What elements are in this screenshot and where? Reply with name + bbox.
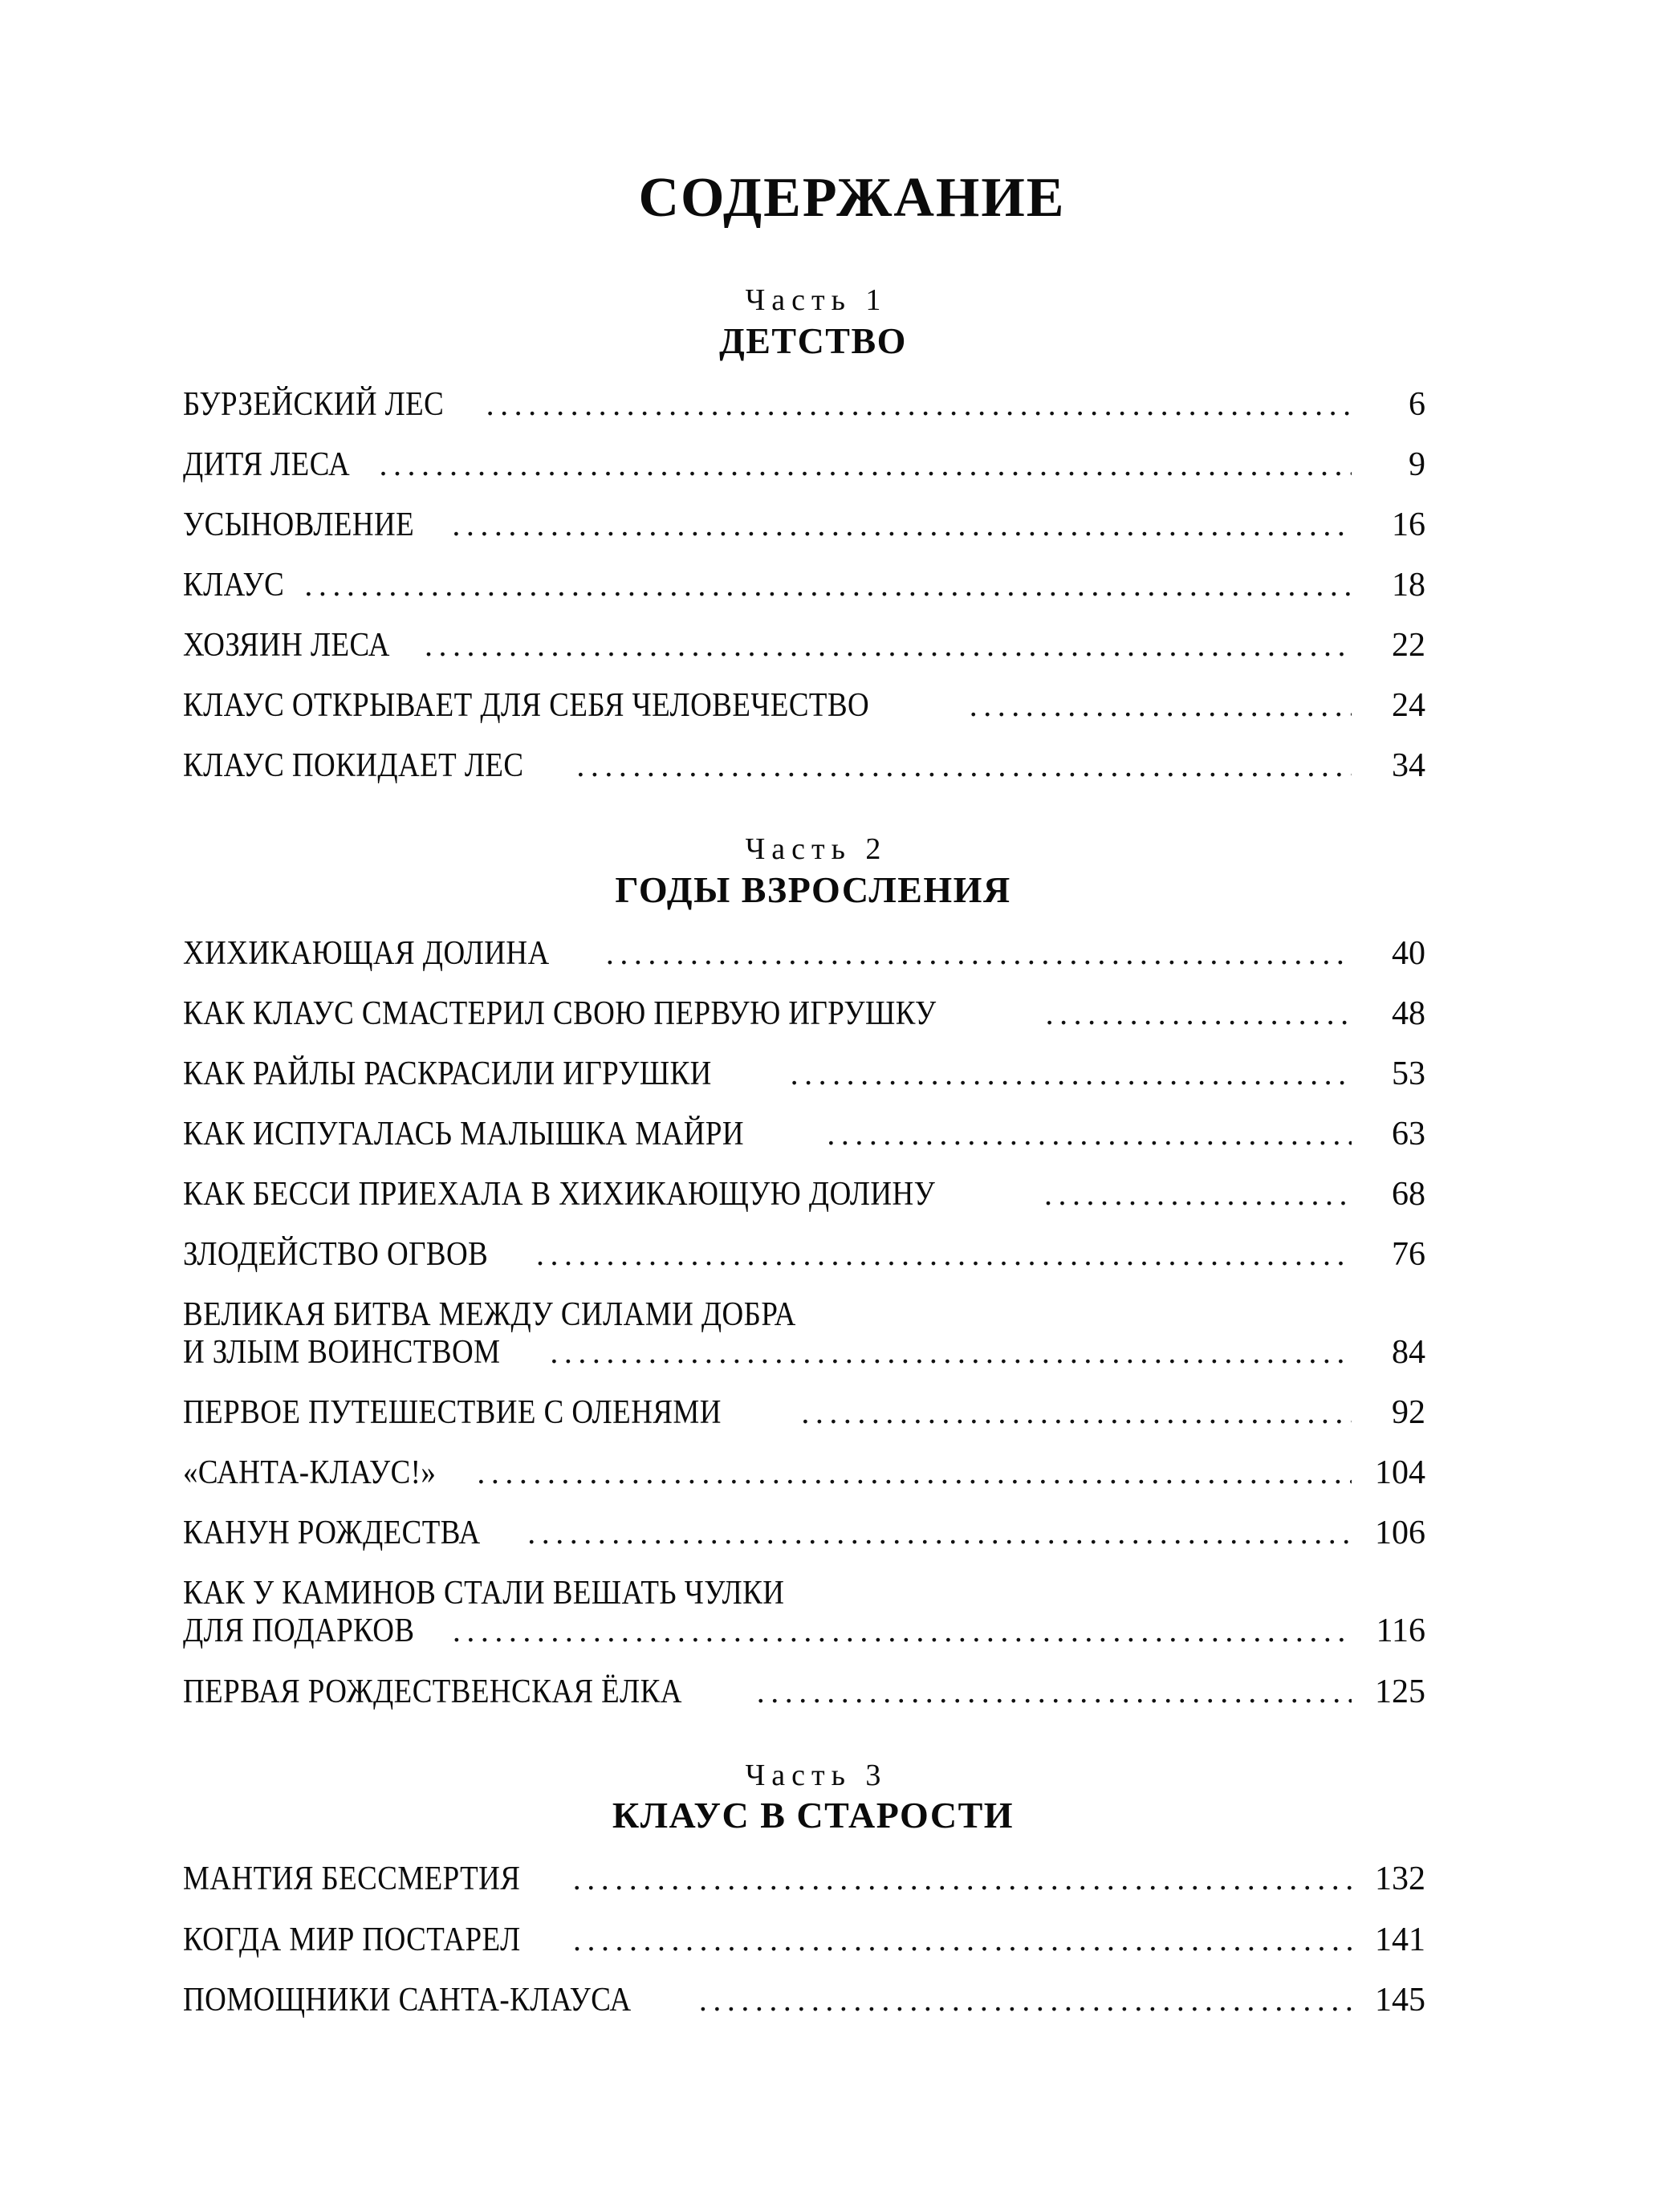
part-name-2: ГОДЫ ВЗРОСЛЕНИЯ — [615, 868, 1011, 910]
entry-page-number: 104 — [1375, 1454, 1425, 1492]
entry-page-number: 48 — [1392, 995, 1425, 1033]
entry-title-line1: КАК У КАМИНОВ СТАЛИ ВЕШАТЬ ЧУЛКИ — [183, 1575, 785, 1612]
entry-page-number: 84 — [1392, 1334, 1425, 1372]
part-heading-2 — [201, 832, 1425, 913]
entry-title: ЗЛОДЕЙСТВО ОГВОВ — [183, 1236, 489, 1274]
entry-title: КЛАУС — [183, 567, 285, 604]
entry-page-number: 9 — [1409, 445, 1425, 483]
entry-title: КЛАУС ПОКИДАЕТ ЛЕС — [183, 747, 524, 785]
dot-leader — [453, 1613, 1352, 1649]
part-number-3: Часть 3 — [745, 1758, 888, 1792]
entry-title: КАНУН РОЖДЕСТВА — [183, 1515, 481, 1552]
dot-leader — [1046, 996, 1352, 1032]
toc-entry[interactable] — [183, 1515, 1425, 1552]
dot-leader — [379, 447, 1352, 483]
entry-page-number: 125 — [1375, 1673, 1425, 1710]
entry-page-number: 76 — [1392, 1236, 1425, 1274]
toc-entry[interactable] — [183, 1982, 1425, 2019]
toc-entry[interactable] — [183, 506, 1425, 544]
dot-leader — [425, 628, 1352, 664]
entry-title: КОГДА МИР ПОСТАРЕЛ — [183, 1921, 521, 1958]
dot-leader — [1044, 1177, 1352, 1213]
dot-leader — [527, 1515, 1352, 1551]
dot-leader — [304, 567, 1352, 604]
entry-page-number: 145 — [1375, 1981, 1425, 2019]
dot-leader — [791, 1056, 1352, 1092]
entry-page-number: 68 — [1392, 1176, 1425, 1214]
page-title: СОДЕРЖАНИЕ — [638, 167, 1066, 229]
toc-entry[interactable] — [183, 1176, 1425, 1214]
part-heading-3 — [201, 1758, 1425, 1839]
entry-page-number: 116 — [1376, 1612, 1425, 1650]
toc-entry[interactable] — [183, 567, 1425, 604]
toc-entry[interactable] — [183, 1055, 1425, 1093]
dot-leader — [801, 1395, 1352, 1431]
entry-page-number: 6 — [1409, 385, 1425, 423]
entry-list-part-1 — [183, 386, 1425, 785]
entry-page-number: 92 — [1392, 1394, 1425, 1432]
toc-entry[interactable] — [183, 747, 1425, 785]
toc-content — [183, 283, 1425, 2019]
toc-entry[interactable] — [183, 1575, 1425, 1650]
dot-leader — [970, 688, 1352, 724]
dot-leader — [576, 748, 1352, 784]
entry-title: УСЫНОВЛЕНИЕ — [183, 506, 415, 543]
toc-entry[interactable] — [183, 687, 1425, 725]
entry-list-part-2 — [183, 935, 1425, 1710]
toc-entry[interactable] — [183, 1394, 1425, 1432]
part-heading-1 — [201, 283, 1425, 364]
entry-title: КАК БЕССИ ПРИЕХАЛА В ХИХИКАЮЩУЮ ДОЛИНУ — [183, 1176, 936, 1214]
section-spacer — [183, 1711, 1425, 1758]
entry-title: «САНТА-КЛАУС!» — [183, 1454, 437, 1492]
entry-page-number: 22 — [1392, 627, 1425, 665]
entry-title: ДЛЯ ПОДАРКОВ — [183, 1612, 415, 1650]
dot-leader — [486, 387, 1352, 423]
dot-leader — [550, 1335, 1352, 1371]
entry-page-number: 16 — [1392, 506, 1425, 543]
dot-leader — [452, 507, 1352, 543]
entry-title: ХИХИКАЮЩАЯ ДОЛИНА — [183, 935, 550, 973]
entry-title: КЛАУС ОТКРЫВАЕТ ДЛЯ СЕБЯ ЧЕЛОВЕЧЕСТВО — [183, 687, 870, 725]
part-number-2: Часть 2 — [745, 832, 888, 867]
entry-title: ХОЗЯИН ЛЕСА — [183, 627, 390, 665]
entry-page-number: 53 — [1392, 1055, 1425, 1093]
toc-entry[interactable] — [183, 1296, 1425, 1372]
entry-page-number: 132 — [1375, 1860, 1425, 1898]
toc-entry[interactable] — [183, 386, 1425, 424]
toc-entry[interactable] — [183, 1454, 1425, 1492]
entry-page-number: 40 — [1392, 935, 1425, 973]
section-spacer — [183, 785, 1425, 832]
toc-entry[interactable] — [183, 1860, 1425, 1898]
entry-page-number: 63 — [1392, 1116, 1425, 1153]
dot-leader — [573, 1861, 1352, 1897]
toc-entry[interactable] — [183, 1236, 1425, 1274]
dot-leader — [606, 936, 1352, 972]
dot-leader — [477, 1455, 1352, 1491]
entry-title: ДИТЯ ЛЕСА — [183, 445, 351, 483]
toc-entry[interactable] — [183, 1116, 1425, 1153]
entry-title: ПОМОЩНИКИ САНТА-КЛАУСА — [183, 1981, 632, 2019]
toc-entry[interactable] — [183, 995, 1425, 1033]
entry-title: КАК КЛАУС СМАСТЕРИЛ СВОЮ ПЕРВУЮ ИГРУШКУ — [183, 995, 937, 1033]
entry-list-part-3 — [183, 1860, 1425, 2019]
toc-entry[interactable] — [183, 1673, 1425, 1711]
entry-page-number: 18 — [1392, 567, 1425, 604]
entry-title: МАНТИЯ БЕССМЕРТИЯ — [183, 1860, 521, 1898]
toc-entry[interactable] — [183, 1921, 1425, 1959]
toc-entry[interactable] — [183, 446, 1425, 484]
toc-entry[interactable] — [183, 627, 1425, 665]
dot-leader — [573, 1922, 1352, 1958]
dot-leader — [757, 1674, 1352, 1710]
entry-title: И ЗЛЫМ ВОИНСТВОМ — [183, 1334, 501, 1372]
dot-leader — [536, 1237, 1352, 1273]
part-name-3: КЛАУС В СТАРОСТИ — [612, 1795, 1015, 1836]
entry-title: КАК РАЙЛЫ РАСКРАСИЛИ ИГРУШКИ — [183, 1055, 712, 1093]
part-number-1: Часть 1 — [745, 283, 888, 317]
entry-title: ПЕРВОЕ ПУТЕШЕСТВИЕ С ОЛЕНЯМИ — [183, 1394, 722, 1432]
entry-title: КАК ИСПУГАЛАСЬ МАЛЫШКА МАЙРИ — [183, 1116, 745, 1153]
entry-title-line1: ВЕЛИКАЯ БИТВА МЕЖДУ СИЛАМИ ДОБРА — [183, 1296, 796, 1334]
entry-page-number: 34 — [1392, 747, 1425, 785]
dot-leader — [827, 1116, 1352, 1153]
entry-title: ПЕРВАЯ РОЖДЕСТВЕНСКАЯ ЁЛКА — [183, 1673, 682, 1710]
entry-title: БУРЗЕЙСКИЙ ЛЕС — [183, 385, 445, 423]
dot-leader — [699, 1982, 1352, 2019]
entry-page-number: 24 — [1392, 687, 1425, 725]
toc-entry[interactable] — [183, 935, 1425, 973]
entry-page-number: 106 — [1375, 1515, 1425, 1552]
entry-page-number: 141 — [1375, 1921, 1425, 1958]
part-name-1: ДЕТСТВО — [719, 319, 907, 361]
